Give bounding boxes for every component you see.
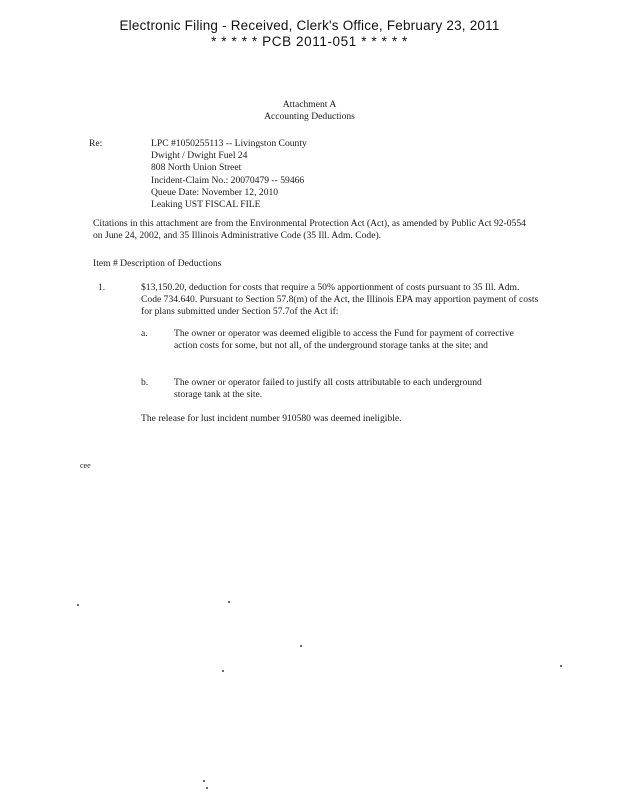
- re-label: Re:: [89, 138, 103, 149]
- typist-initials: cee: [80, 461, 91, 470]
- re-line: Leaking UST FISCAL FILE: [151, 198, 261, 210]
- closing-statement: The release for lust incident number 910580 was deemed ineligible.: [141, 413, 402, 424]
- re-line: Incident-Claim No.: 20070479 -- 59466: [151, 174, 305, 186]
- item-number: 1.: [98, 282, 106, 293]
- re-line: 808 North Union Street: [151, 162, 242, 174]
- attachment-title: Attachment A: [282, 99, 337, 110]
- filing-stamp-line-2: * * * * * PCB 2011-051 * * * * *: [211, 34, 408, 49]
- sub-item-b-text: The owner or operator failed to justify all costs attributable to each underground storage tank at the site.: [174, 377, 482, 401]
- re-line: Queue Date: November 12, 2010: [151, 186, 279, 198]
- re-line: LPC #1050255113 -- Livingston County: [151, 138, 307, 149]
- filing-stamp-line-1: Electronic Filing - Received, Clerk's Office, February 23, 2011: [119, 18, 500, 33]
- item-description: $13,150.20, deduction for costs that require a 50% apportionment of costs pursuant to 35 Ill. Adm. Code 734.640. Pursuant to Section 57.8(m) of the Act, the Illinois EPA may apportion payment of costs for plans submitted under Section 57.7of the Act if:: [141, 282, 539, 318]
- re-line: Dwight / Dwight Fuel 24: [151, 150, 248, 162]
- item-header: Item # Description of Deductions: [93, 258, 222, 269]
- attachment-subtitle: Accounting Deductions: [264, 111, 355, 122]
- sub-item-a-label: a.: [141, 328, 148, 339]
- re-block: [151, 138, 307, 211]
- citation-paragraph: Citations in this attachment are from the Environmental Protection Act (Act), as amended by Public Act 92-0554 on June 24, 2002, and 35 Illinois Administrative Code (35 Ill. Adm. Code).: [93, 218, 526, 242]
- sub-item-b-label: b.: [141, 377, 149, 388]
- sub-item-a-text: The owner or operator was deemed eligible to access the Fund for payment of corrective action costs for some, but not all, of the underground storage tanks at the site; and: [174, 328, 514, 352]
